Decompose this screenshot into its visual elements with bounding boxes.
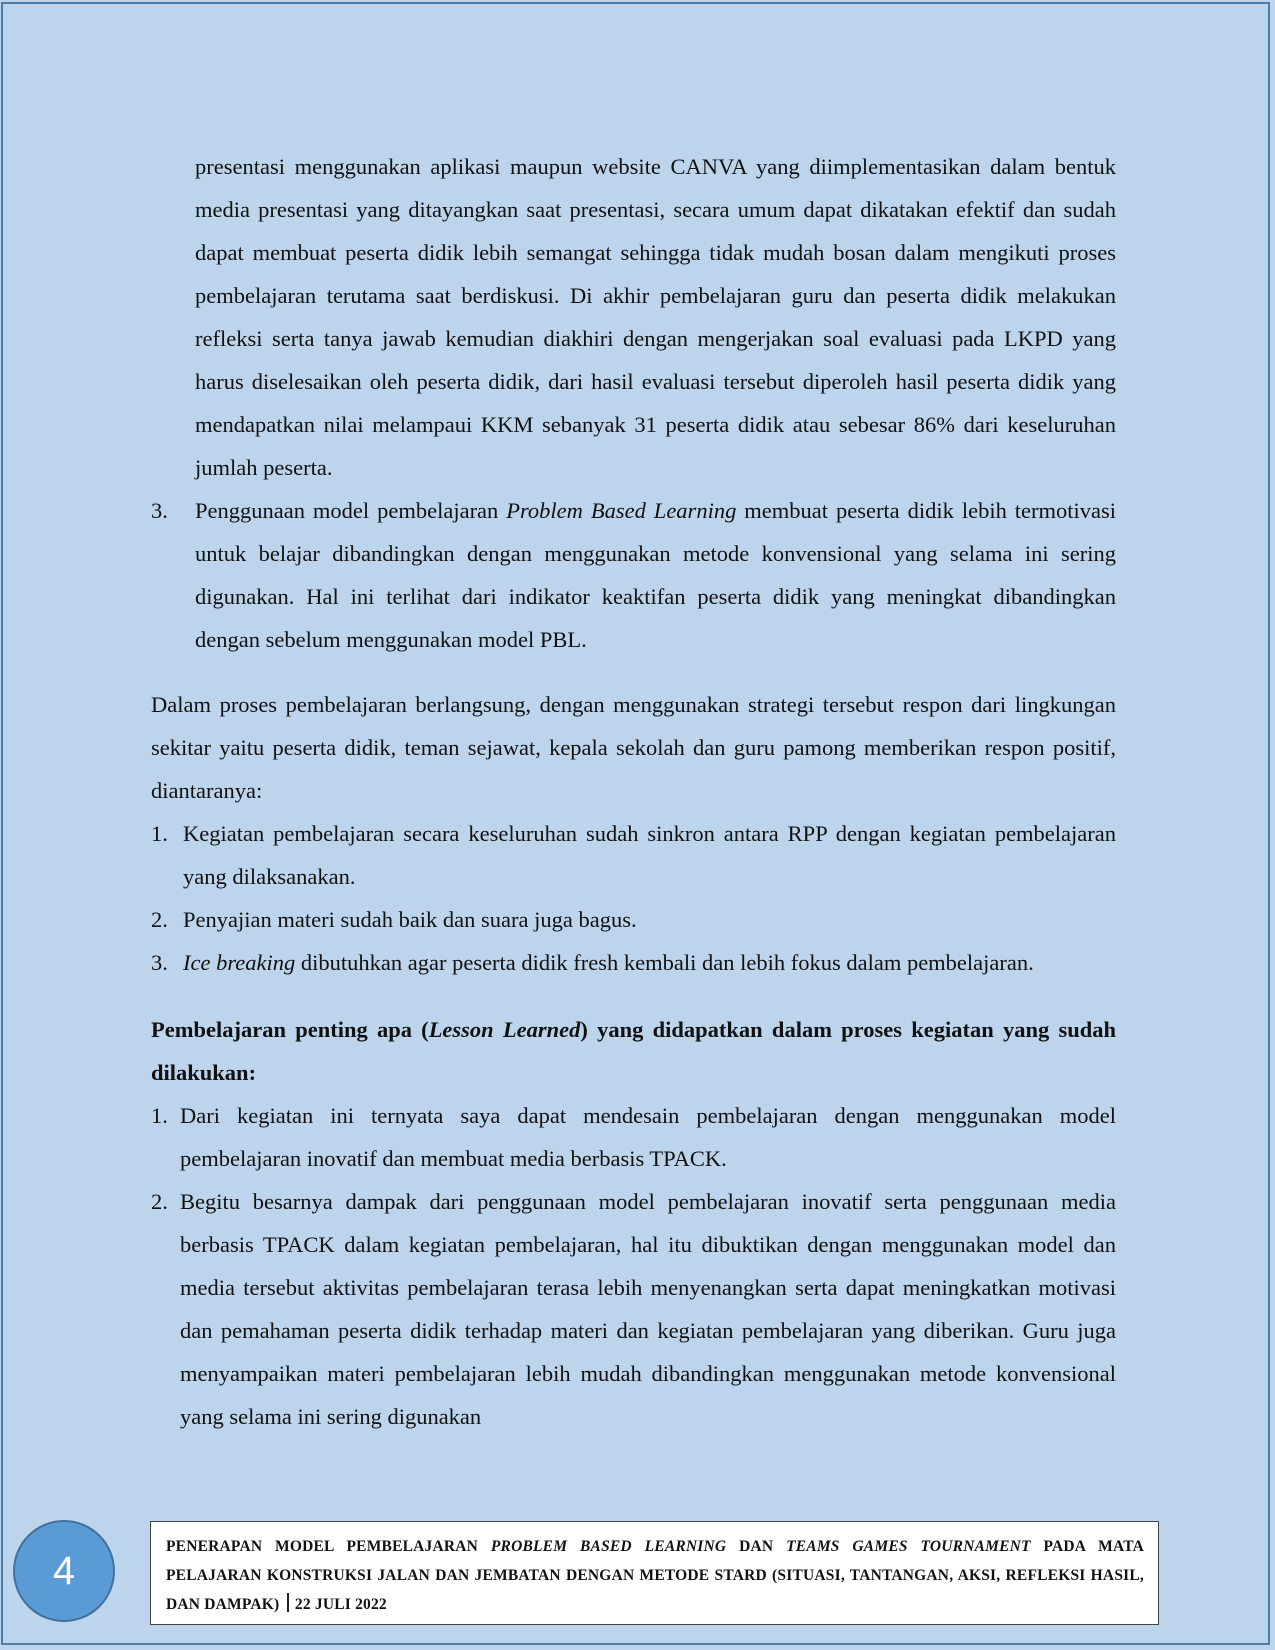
document-body: [151, 145, 1116, 1438]
lesson-learned-heading: Pembelajaran penting apa (Lesson Learned) yang didapatkan dalam proses kegiatan yang sudah dilakukan:: [151, 1017, 1117, 1085]
response-intro-paragraph: Dalam proses pembelajaran berlangsung, dengan menggunakan strategi tersebut respon dari lingkungan sekitar yaitu peserta didik, teman sejawat, kepala sekolah dan guru pamong memberikan respon positif, diantaranya:: [151, 692, 1116, 803]
lesson-item-1: 1. Dari kegiatan ini ternyata saya dapat mendesain pembelajaran dengan menggunakan model pembelajaran inovatif dan membuat media berbasis TPACK.: [151, 1103, 1116, 1171]
response-item-1: 1. Kegiatan pembelajaran secara keseluruhan sudah sinkron antara RPP dengan kegiatan pembelajaran yang dilaksanakan.: [151, 821, 1116, 889]
footer-separator: [287, 1593, 289, 1612]
list-number: 3.: [151, 498, 168, 523]
response-item-3: 3. Ice breaking dibutuhkan agar peserta didik fresh kembali dan lebih fokus dalam pembelajaran.: [151, 950, 1034, 975]
italic-term: Problem Based Learning: [506, 498, 737, 523]
response-item-2: 2. Penyajian materi sudah baik dan suara juga bagus.: [151, 907, 637, 932]
list-item-3: 3. Penggunaan model pembelajaran Problem Based Learning membuat peserta didik lebih termotivasi untuk belajar dibandingkan dengan menggunakan metode konvensional yang selama ini sering digunakan. Hal ini terlihat dari indikator keaktifan peserta didik yang meningkat dibandingkan dengan sebelum menggunakan model PBL.: [151, 489, 1116, 661]
footer-date: 22 JULI 2022: [294, 1596, 387, 1613]
lesson-item-2: 2. Begitu besarnya dampak dari penggunaan model pembelajaran inovatif serta penggunaan media berbasis TPACK dalam kegiatan pembelajaran, hal itu dibuktikan dengan menggunakan model dan media tersebut aktivitas pembelajaran terasa lebih menyenangkan serta dapat meningkatkan motivasi dan pemahaman peserta didik terhadap materi dan kegiatan pembelajaran yang diberikan. Guru juga menyampaikan materi pembelajaran lebih mudah dibandingkan menggunakan metode konvensional yang selama ini sering digunakan: [151, 1189, 1116, 1429]
page-number-badge: [13, 1520, 115, 1622]
continued-list-item-text: presentasi menggunakan aplikasi maupun website CANVA yang diimplementasikan dalam bentuk media presentasi yang ditayangkan saat presentasi, secara umum dapat dikatakan efektif dan sudah dapat membuat peserta didik lebih semangat sehingga tidak mudah bosan dalam mengikuti proses pembelajaran terutama saat berdiskusi. Di akhir pembelajaran guru dan peserta didik melakukan refleksi serta tanya jawab kemudian diakhiri dengan mengerjakan soal evaluasi pada LKPD yang harus diselesaikan oleh peserta didik, dari hasil evaluasi tersebut diperoleh hasil peserta didik yang mendapatkan nilai melampaui KKM sebanyak 31 peserta didik atau sebesar 86% dari keseluruhan jumlah peserta.: [195, 154, 1116, 480]
page-number: 4: [52, 1548, 76, 1593]
footer-title-box: PENERAPAN MODEL PEMBELAJARAN PROBLEM BASED LEARNING DAN TEAMS GAMES TOURNAMENT PADA MATA PELAJARAN KONSTRUKSI JALAN DAN JEMBATAN DENGAN METODE STARD (SITUASI, TANTANGAN, AKSI, REFLEKSI HASIL, DAN DAMPAK) 22 JULI 2022: [150, 1521, 1159, 1625]
